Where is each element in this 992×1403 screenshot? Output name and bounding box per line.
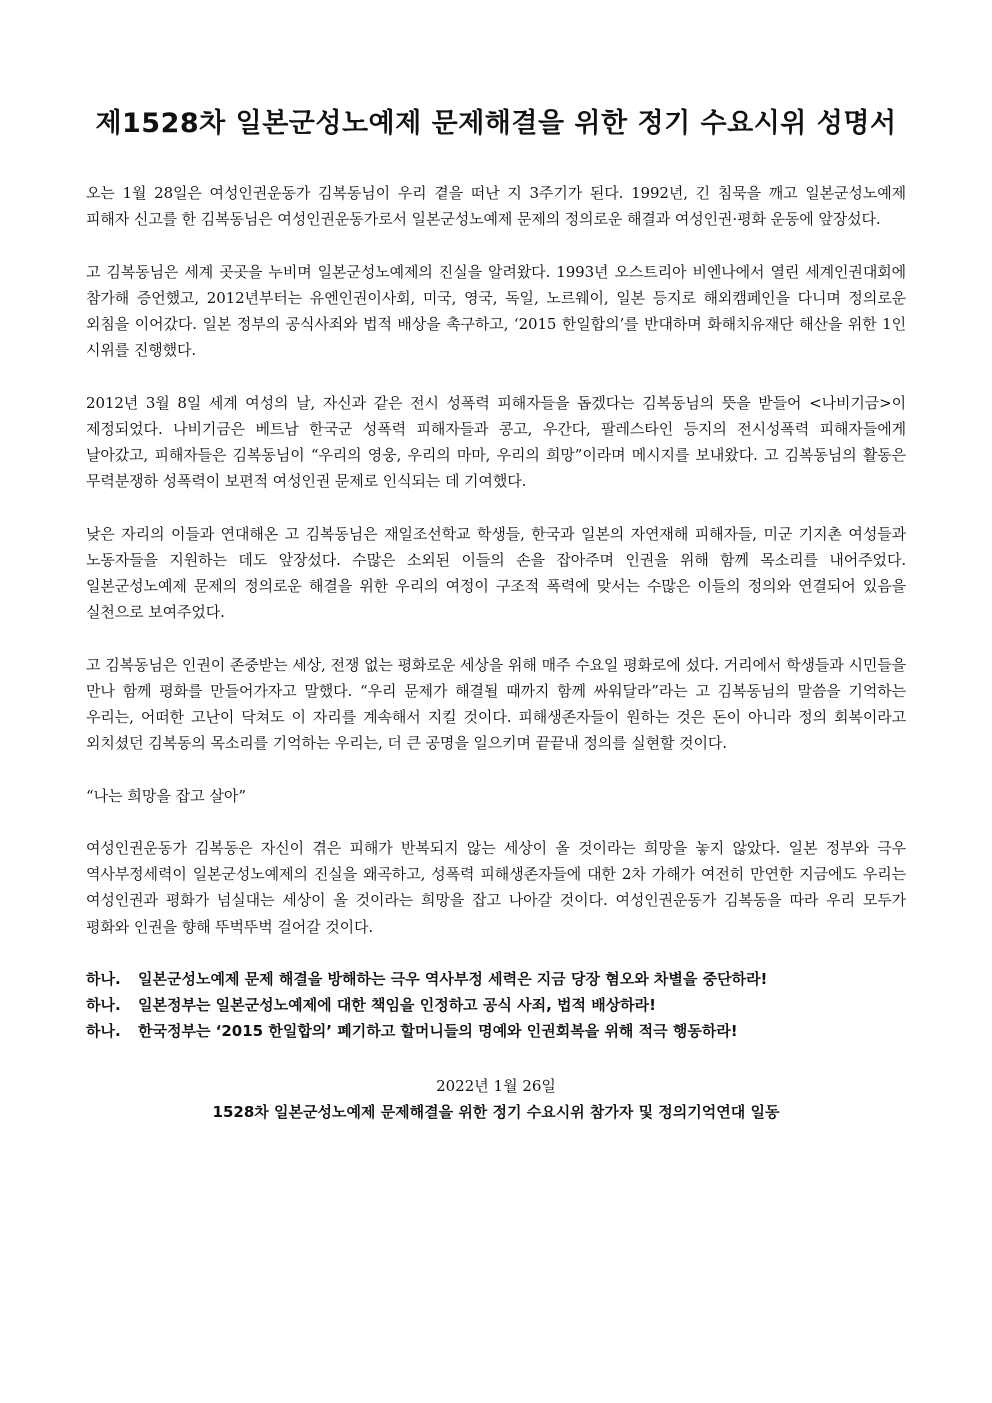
body-paragraph-2: 고 김복동님은 세계 곳곳을 누비며 일본군성노예제의 진실을 알려왔다. 1993년 오스트리아 비엔나에서 열린 세계인권대회에 참가해 증언했고, 2012년부터는 유엔인권이사회, 미국, 영국, 독일, 노르웨이, 일본 등지로 해외캠페인을 다니며 정의로운 외침을 이어갔다. 일본 정부의 공식사죄와 법적 배상을 촉구하고, ‘2015 한일합의’를 반대하며 화해치유재단 해산을 위한 1인 시위를 진행했다. (86, 262, 906, 360)
resolution-item (86, 1018, 906, 1044)
document-title: 제1528차 일본군성노예제 문제해결을 위한 정기 수요시위 성명서 (95, 108, 897, 139)
resolution-text: 일본정부는 일본군성노예제에 대한 책임을 인정하고 공식 사죄, 법적 배상하라! (138, 996, 656, 1015)
quote-line: “나는 희망을 잡고 살아” (86, 786, 247, 805)
statement-document (86, 104, 906, 1124)
resolution-item (86, 992, 906, 1018)
closing-paragraph: 여성인권운동가 김복동은 자신이 겪은 피해가 반복되지 않는 세상이 올 것이라는 희망을 놓지 않았다. 일본 정부와 극우 역사부정세력이 일본군성노예제의 진실을 왜곡하고, 성폭력 피해생존자들에 대한 2차 가해가 여전히 만연한 지금에도 우리는 여성인권과 평화가 넘실대는 세상이 올 것이라는 희망을 잡고 나아갈 것이다. 여성인권운동가 김복동을 따라 우리 모두가 평화와 인권을 향해 뚜벅뚜벅 걸어갈 것이다. (86, 838, 906, 936)
resolution-text: 한국정부는 ‘2015 한일합의’ 폐기하고 할머니들의 명예와 인권회복을 위해 적극 행동하라! (138, 1022, 738, 1041)
resolution-prefix: 하나. (86, 1022, 121, 1041)
body-paragraph-4: 낮은 자리의 이들과 연대해온 고 김복동님은 재일조선학교 학생들, 한국과 일본의 자연재해 피해자들, 미군 기지촌 여성들과 노동자들을 지원하는 데도 앞장섰다. 수많은 소외된 이들의 손을 잡아주며 인권을 위해 함께 목소리를 내어주었다. 일본군성노예제 문제의 정의로운 해결을 위한 우리의 여정이 구조적 폭력에 맞서는 수많은 이들의 정의와 연결되어 있음을 실천으로 보여주었다. (86, 524, 906, 622)
resolution-list (86, 966, 906, 1045)
signatory-line: 1528차 일본군성노예제 문제해결을 위한 정기 수요시위 참가자 및 정의기억연대 일동 (212, 1102, 780, 1121)
body-paragraph-1: 오는 1월 28일은 여성인권운동가 김복동님이 우리 곁을 떠난 지 3주기가 된다. 1992년, 긴 침묵을 깨고 일본군성노예제 피해자 신고를 한 김복동님은 여성인권운동가로서 일본군성노예제 문제의 정의로운 해결과 여성인권·평화 운동에 앞장섰다. (86, 184, 906, 229)
resolution-text: 일본군성노예제 문제 해결을 방해하는 극우 역사부정 세력은 지금 당장 혐오와 차별을 중단하라! (138, 969, 768, 988)
body-paragraph-5: 고 김복동님은 인권이 존중받는 세상, 전쟁 없는 평화로운 세상을 위해 매주 수요일 평화로에 섰다. 거리에서 학생들과 시민들을 만나 함께 평화를 만들어가자고 말했다. “우리 문제가 해결될 때까지 함께 싸워달라”라는 고 김복동님의 말씀을 기억하는 우리는, 어떠한 고난이 닥쳐도 이 자리를 계속해서 지킬 것이다. 피해생존자들이 원하는 것은 돈이 아니라 정의 회복이라고 외치셨던 김복동의 목소리를 기억하는 우리는, 더 큰 공명을 일으키며 끝끝내 정의를 실현할 것이다. (86, 655, 906, 753)
resolution-item (86, 966, 906, 992)
resolution-prefix: 하나. (86, 996, 121, 1015)
statement-date: 2022년 1월 26일 (436, 1076, 556, 1095)
body-paragraph-3: 2012년 3월 8일 세계 여성의 날, 자신과 같은 전시 성폭력 피해자들을 돕겠다는 김복동님의 뜻을 받들어 <나비기금>이 제정되었다. 나비기금은 베트남 한국군 성폭력 피해자들과 콩고, 우간다, 팔레스타인 등지의 전시성폭력 피해자들에게 날아갔고, 피해자들은 김복동님이 “우리의 영웅, 우리의 마마, 우리의 희망”이라며 메시지를 보내왔다. 고 김복동님의 활동은 무력분쟁하 성폭력이 보편적 여성인권 문제로 인식되는 데 기여했다. (86, 393, 906, 491)
resolution-prefix: 하나. (86, 969, 121, 988)
